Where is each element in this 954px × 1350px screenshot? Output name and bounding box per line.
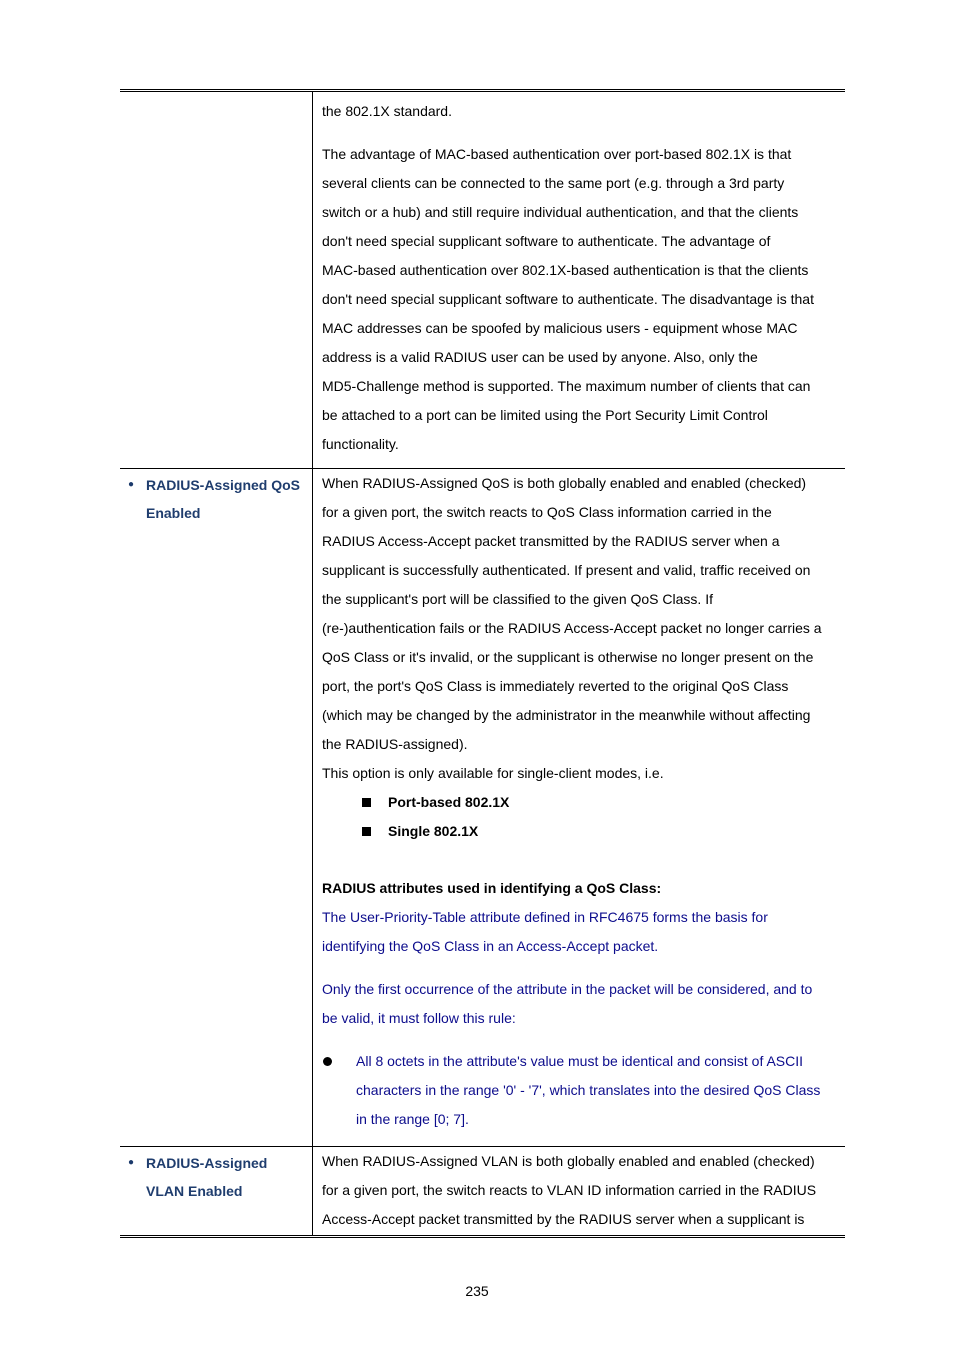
- param-label-line: Enabled: [146, 505, 201, 521]
- description-line: don't need special supplicant software to authenticate. The disadvantage is that: [322, 291, 814, 307]
- description-line: switch or a hub) and still require individual authentication, and that the clients: [322, 204, 799, 220]
- description-cell: [313, 469, 845, 1146]
- attribute-line: Only the first occurrence of the attribute in the packet will be considered, and to: [322, 981, 813, 997]
- param-label-line: RADIUS-Assigned: [146, 1155, 268, 1171]
- description-line: MD5-Challenge method is supported. The maximum number of clients that can: [322, 378, 811, 394]
- description-line: port, the port's QoS Class is immediately reverted to the original QoS Class: [322, 678, 789, 694]
- table-bottom-rule: [120, 1235, 845, 1238]
- description-line: RADIUS Access-Accept packet transmitted by the RADIUS server when a: [322, 533, 780, 549]
- mode-list-item: [322, 788, 839, 817]
- bullet-icon: ●: [128, 1157, 135, 1168]
- description-line: (re-)authentication fails or the RADIUS Access-Accept packet no longer carries a: [322, 620, 822, 636]
- table-row: [120, 92, 845, 468]
- square-bullet-icon: [362, 827, 371, 836]
- description-line: the RADIUS-assigned).: [322, 736, 468, 752]
- rule-line: All 8 octets in the attribute's value must be identical and consist of ASCII: [356, 1053, 804, 1069]
- description-line: for a given port, the switch reacts to QoS Class information carried in the: [322, 504, 772, 520]
- description-line: the supplicant's port will be classified to the given QoS Class. If: [322, 591, 713, 607]
- description-line: be attached to a port can be limited using the Port Security Limit Control: [322, 407, 768, 423]
- param-list-item: [128, 471, 308, 527]
- description-line: address is a valid RADIUS user can be used by anyone. Also, only the: [322, 349, 758, 365]
- param-cell: [120, 1147, 313, 1235]
- rule-line: in the range [0; 7].: [356, 1111, 469, 1127]
- param-list-item: [128, 1149, 308, 1205]
- description-line: When RADIUS-Assigned QoS is both globally enabled and enabled (checked): [322, 475, 807, 491]
- param-label: [146, 1149, 267, 1205]
- attribute-line: The User-Priority-Table attribute defined in RFC4675 forms the basis for: [322, 909, 768, 925]
- page-number: 235: [465, 1283, 489, 1299]
- description-line: The advantage of MAC-based authentication over port-based 802.1X is that: [322, 146, 792, 162]
- rule-line: characters in the range '0' - '7', which translates into the desired QoS Class: [356, 1082, 821, 1098]
- rule-list-item: [322, 1047, 839, 1134]
- description-line: Access-Accept packet transmitted by the RADIUS server when a supplicant is: [322, 1211, 805, 1227]
- description-cell: [313, 92, 845, 468]
- param-label-line: VLAN Enabled: [146, 1183, 243, 1199]
- description-line: don't need special supplicant software to authenticate. The advantage of: [322, 233, 771, 249]
- description-line: supplicant is successfully authenticated. If present and valid, traffic received on: [322, 562, 811, 578]
- description-cell: [313, 1147, 845, 1235]
- bullet-icon: ●: [128, 479, 135, 490]
- param-label: [146, 471, 300, 527]
- attribute-line: be valid, it must follow this rule:: [322, 1010, 516, 1026]
- attributes-heading: RADIUS attributes used in identifying a QoS Class:: [322, 880, 662, 896]
- mode-list: [322, 788, 839, 846]
- mode-label: Port-based 802.1X: [388, 794, 510, 810]
- description-line: QoS Class or it's invalid, or the supplicant is otherwise no longer present on the: [322, 649, 814, 665]
- description-line: When RADIUS-Assigned VLAN is both globally enabled and enabled (checked): [322, 1153, 815, 1169]
- table-row: [120, 468, 845, 1146]
- description-line: MAC-based authentication over 802.1X-based authentication is that the clients: [322, 262, 809, 278]
- mode-list-item: [322, 817, 839, 846]
- description-line: MAC addresses can be spoofed by malicious users - equipment whose MAC: [322, 320, 798, 336]
- description-line: (which may be changed by the administrator in the meanwhile without affecting: [322, 707, 811, 723]
- square-bullet-icon: [362, 798, 371, 807]
- dot-bullet-icon: [323, 1057, 332, 1066]
- param-cell: [120, 469, 313, 1146]
- description-line: several clients can be connected to the same port (e.g. through a 3rd party: [322, 175, 785, 191]
- description-line: for a given port, the switch reacts to VLAN ID information carried in the RADIUS: [322, 1182, 817, 1198]
- param-label-line: RADIUS-Assigned QoS: [146, 477, 301, 493]
- parameter-table: [120, 89, 845, 1238]
- mode-label: Single 802.1X: [388, 823, 479, 839]
- attribute-line: identifying the QoS Class in an Access-Accept packet.: [322, 938, 659, 954]
- description-line: This option is only available for single-client modes, i.e.: [322, 765, 664, 781]
- table-row: [120, 1146, 845, 1235]
- param-cell-empty: [120, 92, 313, 468]
- description-line: functionality.: [322, 436, 399, 452]
- description-line: the 802.1X standard.: [322, 103, 452, 119]
